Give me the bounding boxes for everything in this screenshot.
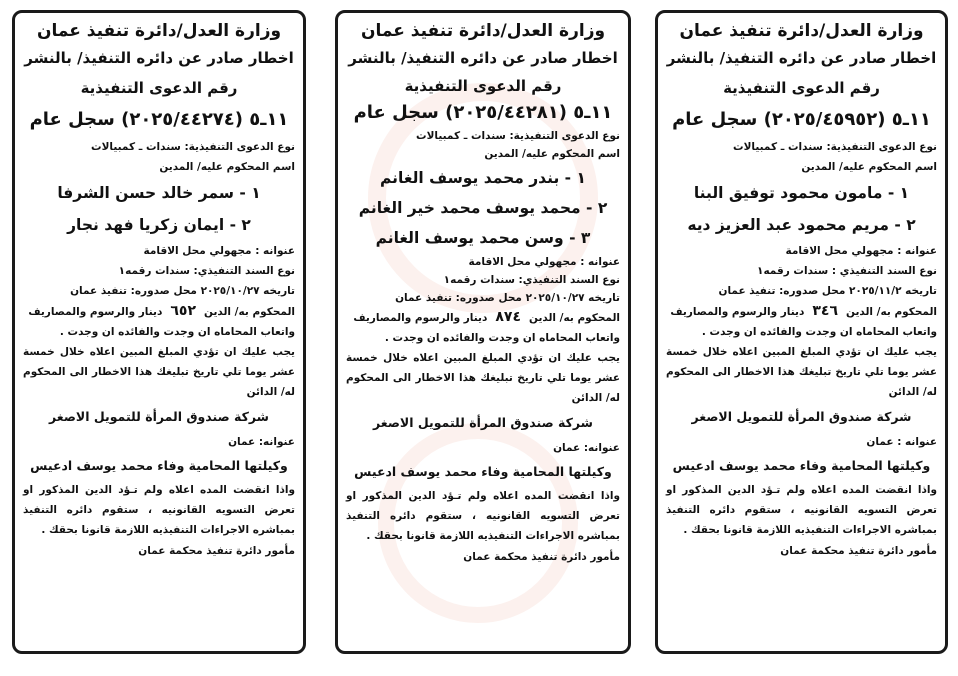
payment-notice: يجب عليك ان تؤدي المبلغ المبين اعلاه خلال خمسة عشر يوما تلي تاريخ تبليغك هذا الاخطار الى المحكوم له/ الدائن (23, 346, 295, 398)
case-title: رقم الدعوى التنفيذية (80, 79, 238, 97)
officer-signature: مأمور دائرة تنفيذ محكمة عمان (138, 545, 295, 557)
document-type: نوع السند التنفيذي: سندات رقمه١ (443, 274, 620, 286)
notice-panel (12, 10, 306, 654)
notice-subtitle: اخطار صادر عن دائره التنفيذ/ بالنشر (666, 49, 937, 67)
amount-suffix: دينار والرسوم والمصاريف (353, 312, 488, 324)
issue-info: تاريخه ٢٠٢٥/١١/٢ محل صدوره: تنفيذ عمان (718, 285, 937, 297)
amount-value: ٣٤٦ (812, 303, 838, 319)
notice-subtitle: اخطار صادر عن دائره التنفيذ/ بالنشر (24, 49, 294, 67)
lawyer-name: وكيلتها المحامية وفاء محمد يوسف ادعيس (672, 458, 931, 473)
debtor-label: اسم المحكوم عليه/ المدين (801, 161, 937, 173)
fees-line: واتعاب المحاماه ان وجدت والفائده ان وجدت . (59, 326, 295, 338)
notice-subtitle: اخطار صادر عن دائره التنفيذ/ بالنشر (348, 49, 618, 67)
amount-suffix: دينار والرسوم والمصاريف (670, 306, 805, 318)
debtor-label: اسم المحكوم عليه/ المدين (484, 148, 620, 160)
debtor-name: ٢ - محمد يوسف محمد خير الغانم (358, 199, 608, 217)
amount-prefix: المحكوم به/ الدين (846, 306, 937, 318)
notice-panel (655, 10, 948, 654)
amount-line (666, 301, 937, 322)
ministry-heading: وزارة العدل/دائرة تنفيذ عمان (36, 21, 282, 41)
amount-value: ٨٧٤ (495, 309, 521, 325)
creditor-address: عنوانه : عمان (866, 436, 937, 448)
creditor-address: عنوانه: عمان (228, 436, 295, 448)
payment-notice: يجب عليك ان تؤدي المبلغ المبين اعلاه خلال خمسة عشر يوما تلي تاريخ تبليغك هذا الاخطار الى المحكوم له/ الدائن (346, 352, 620, 404)
amount-line (346, 307, 620, 328)
creditor-name: شركة صندوق المرأة للتمويل الاصغر (691, 409, 912, 424)
officer-signature: مأمور دائرة تنفيذ محكمة عمان (463, 551, 620, 563)
fees-line: واتعاب المحاماه ان وجدت والفائده ان وجدت . (701, 326, 937, 338)
lawyer-name: وكيلتها المحامية وفاء محمد يوسف ادعيس (354, 464, 612, 479)
document-type: نوع السند التنفيذي : سندات رقمه١ (757, 265, 937, 277)
case-type: نوع الدعوى التنفيذية: سندات ـ كمبيالات (733, 141, 937, 153)
case-type: نوع الدعوى التنفيذية: سندات ـ كمبيالات (91, 141, 295, 153)
case-number: ١١ـ٥ (٢٠٢٥/٤٥٩٥٢) سجل عام (672, 109, 931, 130)
debtor-address: عنوانه : مجهولي محل الاقامة (468, 256, 620, 268)
document-type: نوع السند التنفيذي: سندات رقمه١ (118, 265, 295, 277)
case-number: ١١ـ٥ (٢٠٢٥/٤٤٢٧٤) سجل عام (29, 109, 289, 130)
closing-paragraph: واذا انقضت المده اعلاه ولم تـؤد الدين المذكور او تعرض التسويه القانونيه ، ستقوم دائره التنفيذ بمباشره الاجراءات التنفيذيه اللازمة قانونا بحقك . (346, 490, 620, 542)
case-type: نوع الدعوى التنفيذية: سندات ـ كمبيالات (416, 130, 620, 142)
closing-paragraph: واذا انقضت المده اعلاه ولم تـؤد الدين المذكور او تعرض التسويه القانونيه ، ستقوم دائره التنفيذ بمباشره الاجراءات التنفيذيه اللازمة قانونا بحقك . (23, 484, 295, 536)
amount-suffix: دينار والرسوم والمصاريف (28, 306, 163, 318)
lawyer-name: وكيلتها المحامية وفاء محمد يوسف ادعيس (30, 458, 288, 473)
debtor-address: عنوانه : مجهولي محل الاقامة (143, 245, 295, 257)
issue-info: تاريخه ٢٠٢٥/١٠/٢٧ محل صدوره: تنفيذ عمان (395, 292, 620, 304)
debtor-address: عنوانه : مجهولي محل الاقامة (785, 245, 937, 257)
ministry-heading: وزارة العدل/دائرة تنفيذ عمان (679, 21, 924, 41)
creditor-name: شركة صندوق المرأة للتمويل الاصغر (49, 409, 269, 424)
closing-paragraph: واذا انقضت المده اعلاه ولم تـؤد الدين المذكور او تعرض التسويه القانونيه ، ستقوم دائره التنفيذ بمباشره الاجراءات التنفيذيه اللازمة قانونا بحقك . (666, 484, 937, 536)
debtor-name: ٣ - وسن محمد يوسف الغانم (375, 229, 591, 247)
case-number: ١١ـ٥ (٢٠٢٥/٤٤٢٨١) سجل عام (353, 102, 613, 123)
debtor-name: ٢ - ايمان زكريا فهد نجار (67, 216, 251, 234)
ministry-heading: وزارة العدل/دائرة تنفيذ عمان (360, 21, 606, 41)
debtor-name: ١ - بندر محمد يوسف الغانم (380, 169, 586, 187)
payment-notice: يجب عليك ان تؤدي المبلغ المبين اعلاه خلال خمسة عشر يوما تلي تاريخ تبليغك هذا الاخطار الى المحكوم له/ الدائن (666, 346, 937, 398)
case-title: رقم الدعوى التنفيذية (723, 79, 880, 97)
notice-panel (335, 10, 631, 654)
creditor-address: عنوانه: عمان (553, 442, 620, 454)
debtor-name: ١ - سمر خالد حسن الشرفا (57, 184, 261, 202)
creditor-name: شركة صندوق المرأة للتمويل الاصغر (373, 415, 593, 430)
amount-prefix: المحكوم به/ الدين (204, 306, 295, 318)
officer-signature: مأمور دائرة تنفيذ محكمة عمان (780, 545, 937, 557)
amount-value: ٦٥٢ (170, 303, 196, 319)
fees-line: واتعاب المحاماه ان وجدت والفائده ان وجدت . (384, 332, 620, 344)
case-title: رقم الدعوى التنفيذية (404, 77, 562, 95)
issue-info: تاريخه ٢٠٢٥/١٠/٢٧ محل صدوره: تنفيذ عمان (70, 285, 295, 297)
debtor-name: ٢ - مريم محمود عبد العزيز ديه (687, 216, 916, 234)
amount-prefix: المحكوم به/ الدين (529, 312, 620, 324)
amount-line (23, 301, 295, 322)
debtor-label: اسم المحكوم عليه/ المدين (159, 161, 295, 173)
debtor-name: ١ - مامون محمود توفيق البنا (693, 184, 910, 202)
